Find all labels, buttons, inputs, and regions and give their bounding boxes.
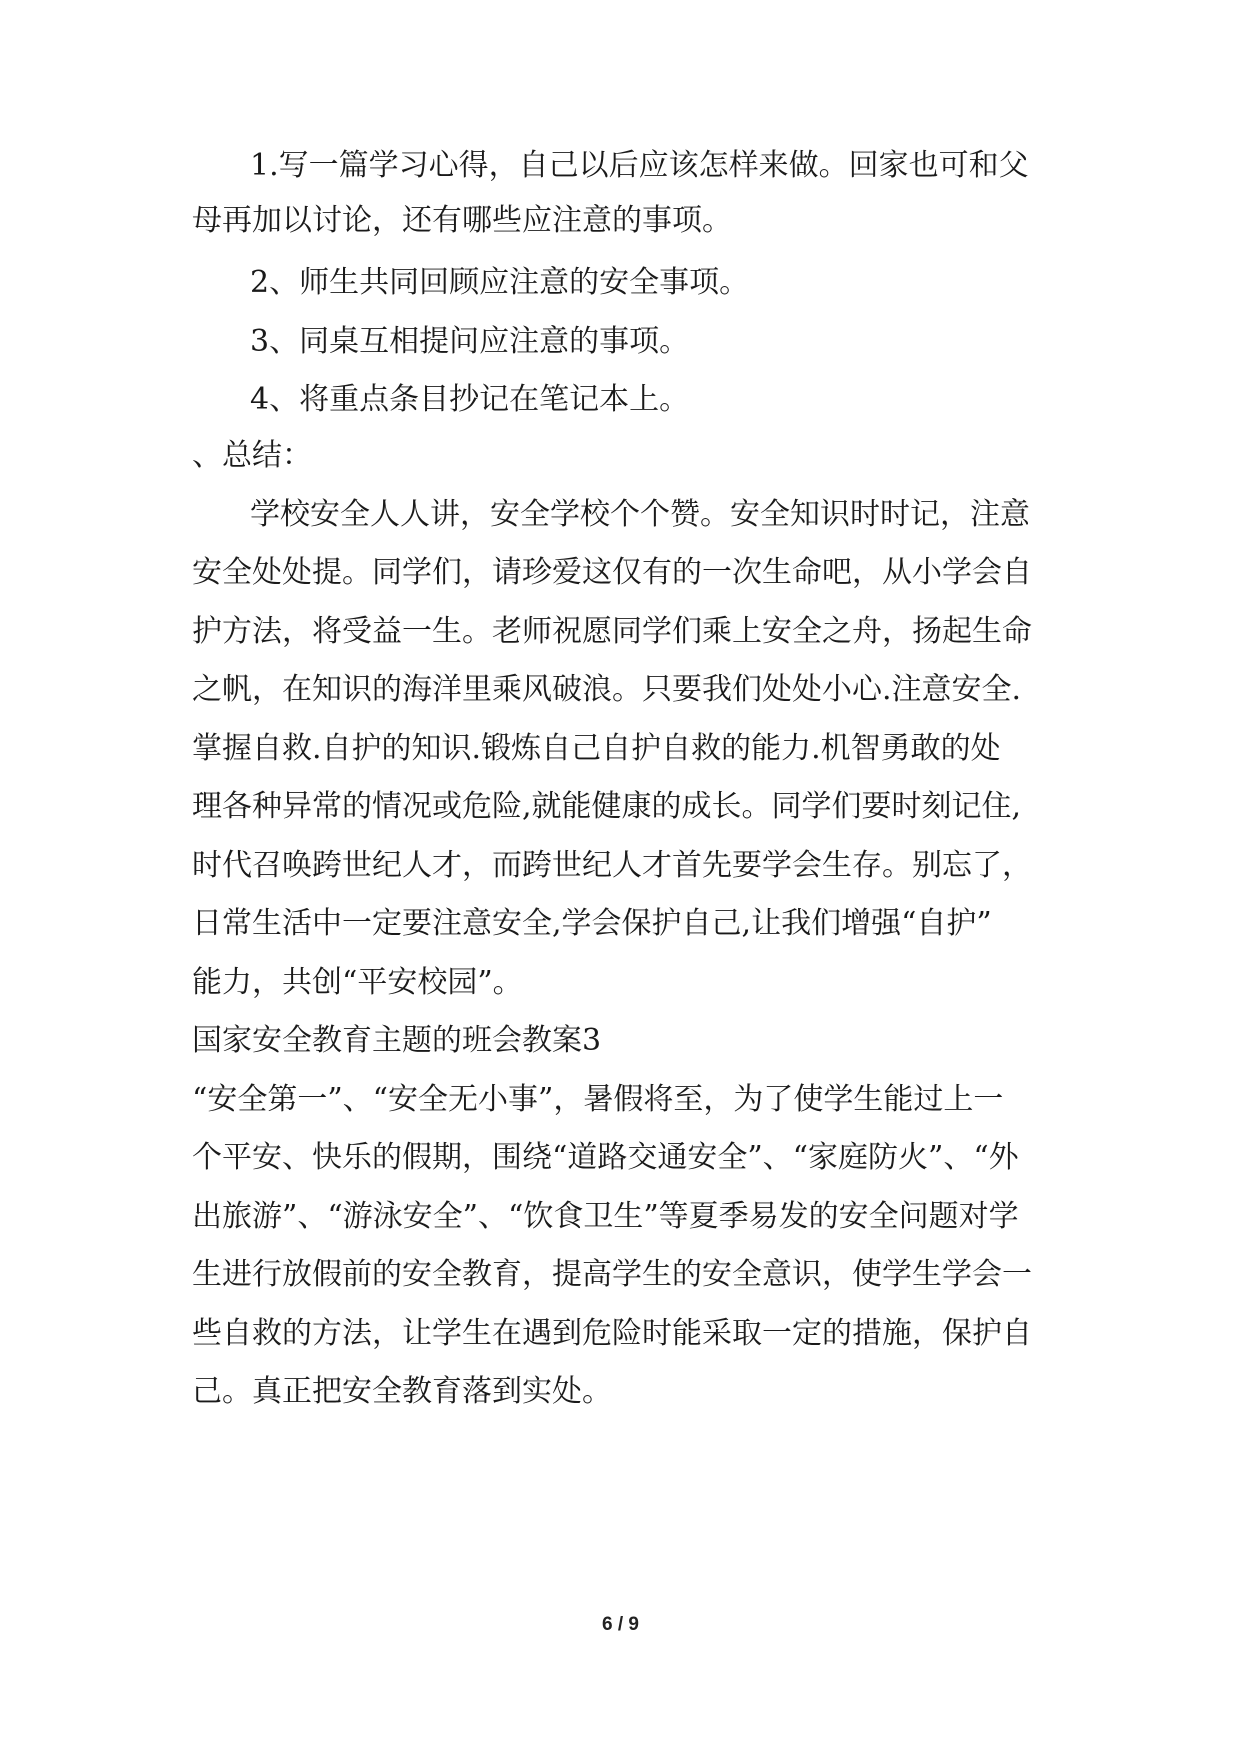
list-item-4: 4、将重点条目抄记在笔记本上。 [250,382,690,417]
list-item-3: 3、同桌互相提问应注意的事项。 [250,324,690,359]
list-item-2: 2、师生共同回顾应注意的安全事项。 [250,265,750,300]
summary-paragraph-line-4: 之帆，在知识的海洋里乘风破浪。只要我们处处小心.注意安全. [192,672,1022,707]
section-paragraph-line-5: 些自救的方法，让学生在遇到危险时能采取一定的措施，保护自 [192,1316,1032,1351]
summary-paragraph-line-8: 日常生活中一定要注意安全,学会保护自己,让我们增强“自护” [192,906,992,941]
summary-paragraph-line-2: 安全处处提。同学们，请珍爱这仅有的一次生命吧，从小学会自 [192,555,1032,590]
section-paragraph-line-6: 己。真正把安全教育落到实处。 [192,1374,612,1409]
summary-paragraph-line-7: 时代召唤跨世纪人才，而跨世纪人才首先要学会生存。别忘了， [192,848,1032,883]
summary-paragraph-line-9: 能力，共创“平安校园”。 [192,965,523,1000]
summary-paragraph-line-6: 理各种异常的情况或危险,就能健康的成长。同学们要时刻记住, [192,789,1022,824]
summary-paragraph-line-5: 掌握自救.自护的知识.锻炼自己自护自救的能力.机智勇敢的处 [192,731,1001,766]
section-paragraph-line-4: 生进行放假前的安全教育，提高学生的安全意识，使学生学会一 [192,1257,1032,1292]
section-paragraph-line-1: “安全第一”、“安全无小事”，暑假将至，为了使学生能过上一 [192,1082,1004,1117]
list-item-1-line-2: 母再加以讨论，还有哪些应注意的事项。 [192,203,732,238]
summary-paragraph-line-3: 护方法，将受益一生。老师祝愿同学们乘上安全之舟，扬起生命 [192,614,1032,649]
section-title: 国家安全教育主题的班会教案3 [192,1023,602,1058]
summary-paragraph-line-1: 学校安全人人讲，安全学校个个赞。安全知识时时记，注意 [250,497,1030,532]
summary-heading: 、总结： [192,438,312,473]
section-paragraph-line-3: 出旅游”、“游泳安全”、“饮食卫生”等夏季易发的安全问题对学 [192,1199,1019,1234]
section-paragraph-line-2: 个平安、快乐的假期，围绕“道路交通安全”、“家庭防火”、“外 [192,1140,1019,1175]
page-number: 6 / 9 [602,1614,639,1635]
list-item-1-line-1: 1.写一篇学习心得，自己以后应该怎样来做。回家也可和父 [250,148,1029,183]
